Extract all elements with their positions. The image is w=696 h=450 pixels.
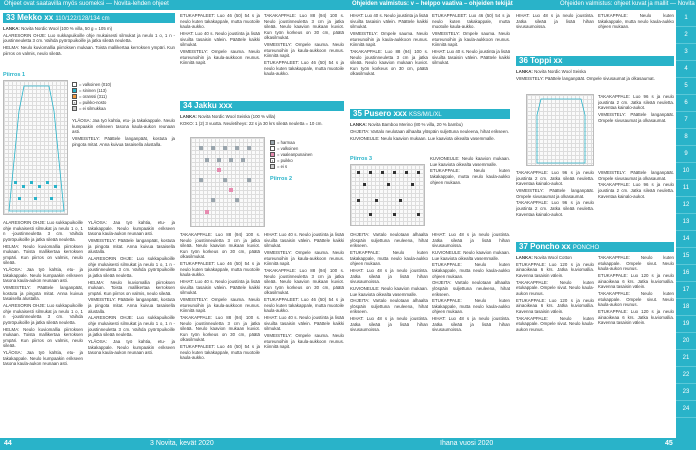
section-35-continued-2: ETUKAPPALE: Neulo kuten takakappale, mutta neulo kaula-aukko ohjeen mukaan. <box>598 13 674 30</box>
legend-symbol-icon <box>270 146 275 151</box>
jacket-pink-marks <box>205 168 233 214</box>
legend-symbol-icon <box>72 94 77 99</box>
chapter-tab[interactable]: 22 <box>676 367 696 384</box>
left-page <box>0 10 346 438</box>
legend-symbol-icon: × <box>73 100 76 106</box>
section-34-continued-col2: ETUKAPPALEET: Luo 46 (50) 54 s ja neulo kuten takakappale, mutta muotoile kaula-aukko. VIIMEISTELY: Ompele sauma. Neulo etureunoihin ja kaula-aukkoon reunus. Kiinnitä napit. HIHAT: Luo 40 s. Neulo joustinta ja lisää sivuilta tasaisin välein. Päättele kaikki silmukat. <box>432 13 510 66</box>
chapter-tab[interactable]: 20 <box>676 333 696 350</box>
legend-item: = valkoinen (010) <box>72 82 172 88</box>
section-33-chart-label: Piirros 1 <box>3 72 26 78</box>
chapter-tab[interactable]: 3 <box>676 44 696 61</box>
chapter-tab[interactable]: 18 <box>676 299 696 316</box>
section-33-body-col2: YLÄOSA: Jaa työ kahtia, etu- ja takakappale. Neulo kumpaakin erikseen tasona kaula-aukon reunaan asti. VIIMEISTELY: Päättele langanpäät, kostuta ja pingota mitat. Anna kuivua tasaisella alustalla. ALARESORIN OHJE: Luo sukkapuikoille ohje mukaisesti silmukat ja neulo 1 o, 1 n -joustinneuletta 3 cm. Vaihda pyöröpuikoille ja jatka sileää neuletta. HELMA: Neulo kuviomallia piirroksen mukaan. Toista mallikertaa kerroksen ympäri. Kun piirros on valmis, neulo sileää. VIIMEISTELY: Päättele langanpäät, kostuta ja pingota mitat. Anna kuivua tasaisella alustalla. ALARESORIN OHJE: Luo sukkapuikoille ohje mukaisesti silmukat ja neulo 1 o, 1 n -joustinneuletta 3 cm. Vaihda pyöröpuikoille ja jatka sileää neuletta. YLÄOSA: Jaa työ kahtia, etu- ja takakappale. Neulo kumpaakin erikseen tasona kaula-aukon reunaan asti. <box>88 220 175 356</box>
section-34-body-col1: TAKAKAPPALE: Luo 88 (94) 100 s. Neulo joustinneuletta 3 cm ja jatka sileää. Neulo kaavion mukaan kuviot. Kun työn korkeus on 30 cm, päätä olkasilmukat. ETUKAPPALEET: Luo 46 (50) 54 s ja neulo kuten takakappale, mutta muotoile kaula-aukko. HIHAT: Luo 40 s. Neulo joustinta ja lisää sivuilta tasaisin välein. Päättele kaikki silmukat. VIIMEISTELY: Ompele sauma. Neulo etureunoihin ja kaula-aukkoon reunus. Kiinnitä napit. TAKAKAPPALE: Luo 88 (94) 100 s. Neulo joustinneuletta 3 cm ja jatka sileää. Neulo kaavion mukaan kuviot. Kun työn korkeus on 30 cm, päätä olkasilmukat. ETUKAPPALEET: Luo 46 (50) 54 s ja neulo kuten takakappale, mutta muotoile kaula-aukko. <box>180 232 260 361</box>
section-35-materials: LANKA: Novita Bamboo Merino (80 % villa, 20 % bambu) OHJEITA: Vartalo neulotaan alhaalta ylöspäin suljettuna neuleena, hihat erikseen. KUVIONEULE: Neulo kaavion mukaan. Lue kaaviota oikealta vasemmalle. <box>350 122 509 141</box>
chapter-tab[interactable]: 9 <box>676 146 696 163</box>
section-35-continued: HIHAT: Luo 48 s ja neulo joustinta. Jatka sileää ja lisää hihan sivusaumoissa. <box>516 13 594 30</box>
jacket-pattern-marks <box>199 146 251 202</box>
legend-symbol-icon: • <box>271 158 274 164</box>
bottom-left-text: 3 Novita, kevät 2020 <box>150 440 214 447</box>
left-page-number: 44 <box>4 440 12 447</box>
section-37-body-col2: TAKAKAPPALE: Neulo kuten etukappale. Ompele sivut. Neulo kaula-aukon reunus. ETUKAPPALE: Luo 120 s ja neulo ainaoikeaa 6 krs. Jatka kuviomallia. Kavenna tasaisin välein. TAKAKAPPALE: Neulo kuten etukappale. Ompele sivut. Neulo kaula-aukon reunus. ETUKAPPALE: Luo 120 s ja neulo ainaoikeaa 6 krs. Jatka kuviomallia. Kavenna tasaisin välein. <box>598 255 674 326</box>
legend-symbol-icon <box>72 82 77 87</box>
section-36-header: 36 Toppi xx <box>516 56 674 66</box>
bottom-banner <box>0 438 696 450</box>
section-34-chart <box>190 137 265 227</box>
section-36-materials: LANKA: Novita Nordic Wool Seiska VIIMEISTELY: Päättele langanpäät. Ompele sivusaumat ja olkasaumat. <box>516 69 655 81</box>
chapter-tab[interactable]: 21 <box>676 350 696 367</box>
right-page <box>350 10 676 438</box>
chapter-tab[interactable]: 6 <box>676 95 696 112</box>
legend-item: = sininen (113) <box>72 88 172 94</box>
legend-symbol-icon <box>72 106 77 111</box>
legend-item: = vaaleanpunainen <box>270 152 344 158</box>
section-33-chart <box>3 80 68 215</box>
chapter-tabs <box>676 10 696 438</box>
section-37-header: 37 Poncho xx PONCHO <box>516 242 674 252</box>
section-34-intro-col2: TAKAKAPPALE: Luo 88 (94) 100 s. Neulo joustinneuletta 3 cm ja jatka sileää. Neulo kaavion mukaan kuviot. Kun työn korkeus on 30 cm, päätä olkasilmukat. VIIMEISTELY: Ompele sauma. Neulo etureunoihin ja kaula-aukkoon reunus. Kiinnitä napit. ETUKAPPALEET: Luo 46 (50) 54 s ja neulo kuten takakappale, mutta muotoile kaula-aukko. <box>264 13 344 77</box>
jacket-chart-svg <box>191 138 265 227</box>
section-34-materials: LANKA: Novita Nordic Wool Seiska (100 % villa) KOKO: 1 (2) 3 vuotta. Neuletiheys: 22 s ja 30 krs sileää neuletta = 10 cm. <box>180 114 323 126</box>
section-35-chart <box>350 164 425 226</box>
section-34-body-col2: HIHAT: Luo 40 s. Neulo joustinta ja lisää sivuilta tasaisin välein. Päättele kaikki silmukat. VIIMEISTELY: Ompele sauma. Neulo etureunoihin ja kaula-aukkoon reunus. Kiinnitä napit. TAKAKAPPALE: Luo 88 (94) 100 s. Neulo joustinneuletta 3 cm ja jatka sileää. Neulo kaavion mukaan kuviot. Kun työn korkeus on 30 cm, päätä olkasilmukat. ETUKAPPALEET: Luo 46 (50) 54 s ja neulo kuten takakappale, mutta muotoile kaula-aukko. HIHAT: Luo 40 s. Neulo joustinta ja lisää sivuilta tasaisin välein. Päättele kaikki silmukat. VIIMEISTELY: Ompele sauma. Neulo etureunoihin ja kaula-aukkoon reunus. Kiinnitä napit. <box>264 232 344 350</box>
legend-item: × = puikko-nosto <box>73 100 107 106</box>
legend-symbol-icon <box>270 140 275 145</box>
chapter-tab[interactable]: 12 <box>676 197 696 214</box>
chapter-tab[interactable]: 17 <box>676 282 696 299</box>
section-36-body-side: TAKAKAPPALE: Luo 96 s ja neulo joustinta 2 cm. Jatka sileää neuletta. Kaventaa kainalo-aukot. VIIMEISTELY: Päättele langanpäät. Ompele sivusaumat ja olkasaumat. <box>598 94 674 123</box>
chapter-tab[interactable]: 14 <box>676 231 696 248</box>
section-33-materials: LANKA: Novita Nordic Wool (100 % villa, 50 g = 105 m) ALARESORIN OHJE: Luo sukkapuikoille ohje mukaisesti silmukat ja neulo 1 o, 1 n -joustinneuletta 3 cm. Vaihda pyöröpuikoille ja jatka sileää neuletta. HELMA: Neulo kuviomallia piirroksen mukaan. Toista mallikertaa kerroksen ympäri. Kun piirros on valmis, neulo sileää. <box>3 26 175 56</box>
section-34-header: 34 Jakku xxx <box>180 101 344 111</box>
section-35-legend-text: KUVIONEULE: Neulo kaavion mukaan. Lue kaaviota oikealta vasemmalle. ETUKAPPALE: Neulo kuten takakappale, mutta neulo kaula-aukko ohjeen mukaan. <box>430 156 510 185</box>
section-34-continued-col1: HIHAT: Luo 40 s. Neulo joustinta ja lisää sivuilta tasaisin välein. Päättele kaikki silmukat. VIIMEISTELY: Ompele sauma. Neulo etureunoihin ja kaula-aukkoon reunus. Kiinnitä napit. TAKAKAPPALE: Luo 88 (94) 100 s. Neulo joustinneuletta 3 cm ja jatka sileää. Neulo kaavion mukaan kuviot. Kun työn korkeus on 30 cm, päätä olkasilmukat. <box>350 13 428 77</box>
section-35-header: 35 Pusero xxx KSS/M/L/XL <box>350 109 510 119</box>
top-banner-right-text: Ohjeiden valmistus: ohjeet kuvat ja mallit — Novita <box>560 1 695 7</box>
dress-outline <box>9 86 64 211</box>
chapter-tab[interactable]: 16 <box>676 265 696 282</box>
chapter-tab[interactable]: 15 <box>676 248 696 265</box>
top-chart-svg <box>527 95 594 166</box>
section-33-header: 33 Mekko xx 110/122/128/134 cm <box>3 13 175 23</box>
section-33-body-col1: ALARESORIN OHJE: Luo sukkapuikoille ohje mukaisesti silmukat ja neulo 1 o, 1 n -joustinneuletta 3 cm. Vaihda pyöröpuikoille ja jatka sileää neuletta. HELMA: Neulo kuviomallia piirroksen mukaan. Toista mallikertaa kerroksen ympäri. Kun piirros on valmis, neulo sileää. YLÄOSA: Jaa työ kahtia, etu- ja takakappale. Neulo kumpaakin erikseen tasona kaula-aukon reunaan asti. VIIMEISTELY: Päättele langanpäät, kostuta ja pingota mitat. Anna kuivua tasaisella alustalla. ALARESORIN OHJE: Luo sukkapuikoille ohje mukaisesti silmukat ja neulo 1 o, 1 n -joustinneuletta 3 cm. Vaihda pyöröpuikoille ja jatka sileää neuletta. HELMA: Neulo kuviomallia piirroksen mukaan. Toista mallikertaa kerroksen ympäri. Kun piirros on valmis, neulo sileää. YLÄOSA: Jaa työ kahtia, etu- ja takakappale. Neulo kumpaakin erikseen tasona kaula-aukon reunaan asti. <box>3 220 83 367</box>
chapter-tab[interactable]: 11 <box>676 180 696 197</box>
top-banner <box>0 0 696 10</box>
dress-chart-svg <box>4 81 68 215</box>
legend-symbol-icon <box>270 152 275 157</box>
section-35-body-col1: OHJEITA: Vartalo neulotaan alhaalta ylöspäin suljettuna neuleena, hihat erikseen. ETUKAPPALE: Neulo kuten takakappale, mutta neulo kaula-aukko ohjeen mukaan. HIHAT: Luo 48 s ja neulo joustinta. Jatka sileää ja lisää hihan sivusaumoissa. KUVIONEULE: Neulo kaavion mukaan. Lue kaaviota oikealta vasemmalle. OHJEITA: Vartalo neulotaan alhaalta ylöspäin suljettuna neuleena, hihat erikseen. HIHAT: Luo 48 s ja neulo joustinta. Jatka sileää ja lisää hihan sivusaumoissa. <box>350 232 428 333</box>
chapter-tab[interactable]: 5 <box>676 78 696 95</box>
section-36-body-col2: VIIMEISTELY: Päättele langanpäät. Ompele sivusaumat ja olkasaumat. TAKAKAPPALE: Luo 96 s ja neulo joustinta 2 cm. Jatka sileää neuletta. Kaventaa kainalo-aukot. <box>598 170 674 199</box>
bottom-right-text: Ihana vuosi 2020 <box>440 440 494 447</box>
chapter-tab[interactable]: 24 <box>676 401 696 418</box>
dress-pattern-marks <box>14 181 57 200</box>
top-banner-right-bold: Ohjeiden valmistus: v – helppo vaativa – ohjeiden tekijät <box>352 1 513 7</box>
chapter-tab[interactable]: 13 <box>676 214 696 231</box>
chapter-tab[interactable]: 10 <box>676 163 696 180</box>
chapter-tab[interactable]: 7 <box>676 112 696 129</box>
section-35-body-col2: HIHAT: Luo 48 s ja neulo joustinta. Jatka sileää ja lisää hihan sivusaumoissa. KUVIONEULE: Neulo kaavion mukaan. Lue kaaviota oikealta vasemmalle. ETUKAPPALE: Neulo kuten takakappale, mutta neulo kaula-aukko ohjeen mukaan. OHJEITA: Vartalo neulotaan alhaalta ylöspäin suljettuna neuleena, hihat erikseen. ETUKAPPALE: Neulo kuten takakappale, mutta neulo kaula-aukko ohjeen mukaan. HIHAT: Luo 48 s ja neulo joustinta. Jatka sileää ja lisää hihan sivusaumoissa. <box>432 232 510 333</box>
legend-symbol-icon <box>270 164 275 169</box>
legend-item: • = puikko <box>271 158 293 164</box>
section-34-intro-col1: ETUKAPPALEET: Luo 46 (50) 54 s ja neulo kuten takakappale, mutta muotoile kaula-aukko. HIHAT: Luo 40 s. Neulo joustinta ja lisää sivuilta tasaisin välein. Päättele kaikki silmukat. VIIMEISTELY: Ompele sauma. Neulo etureunoihin ja kaula-aukkoon reunus. Kiinnitä napit. <box>180 13 260 66</box>
sweater-pattern-marks <box>357 171 420 216</box>
chapter-tab[interactable]: 2 <box>676 27 696 44</box>
section-36-chart <box>526 94 594 166</box>
chapter-tab[interactable]: 8 <box>676 129 696 146</box>
legend-item: = ei silmukkaa <box>72 106 172 112</box>
chapter-tab[interactable]: 19 <box>676 316 696 333</box>
section-34-chart-label: Piirros 2 <box>270 176 293 182</box>
legend-item: = oranssi (311) <box>72 94 172 100</box>
top-outline <box>537 99 585 163</box>
section-34-legend <box>270 140 344 170</box>
legend-symbol-icon <box>72 88 77 93</box>
section-35-chart-label: Piirros 3 <box>350 156 373 162</box>
chapter-tab[interactable]: 23 <box>676 384 696 401</box>
section-37-body-col1: LANKA: Novita Wool Cotton ETUKAPPALE: Luo 120 s ja neulo ainaoikeaa 6 krs. Jatka kuviomallia. Kavenna tasaisin välein. TAKAKAPPALE: Neulo kuten etukappale. Ompele sivut. Neulo kaula-aukon reunus. ETUKAPPALE: Luo 120 s ja neulo ainaoikeaa 6 krs. Jatka kuviomallia. Kavenna tasaisin välein. TAKAKAPPALE: Neulo kuten etukappale. Ompele sivut. Neulo kaula-aukon reunus. <box>516 255 594 332</box>
chapter-tab[interactable]: 4 <box>676 61 696 78</box>
right-page-number: 45 <box>665 440 673 447</box>
legend-item: = valkoinen <box>270 146 344 152</box>
section-36-body-col1: TAKAKAPPALE: Luo 96 s ja neulo joustinta 2 cm. Jatka sileää neuletta. Kaventaa kainalo-aukot. VIIMEISTELY: Päättele langanpäät. Ompele sivusaumat ja olkasaumat. TAKAKAPPALE: Luo 96 s ja neulo joustinta 2 cm. Jatka sileää neuletta. Kaventaa kainalo-aukot. <box>516 170 594 217</box>
legend-item: = ei s <box>270 164 344 170</box>
chapter-tab[interactable]: 1 <box>676 10 696 27</box>
section-33-legend <box>72 82 172 112</box>
legend-item: = harmaa <box>270 140 344 146</box>
sweater-chart-svg <box>351 165 425 226</box>
top-banner-left-text: Ohjeet ovat saatavilla myös suomeksi — Novita-lehden ohjeet <box>4 1 169 7</box>
section-33-body-mid: YLÄOSA: Jaa työ kahtia, etu- ja takakappale. Neulo kumpaakin erikseen tasona kaula-aukon reunaan asti. VIIMEISTELY: Päättele langanpäät, kostuta ja pingota mitat. Anna kuivua tasaisella alustalla. <box>72 118 175 147</box>
